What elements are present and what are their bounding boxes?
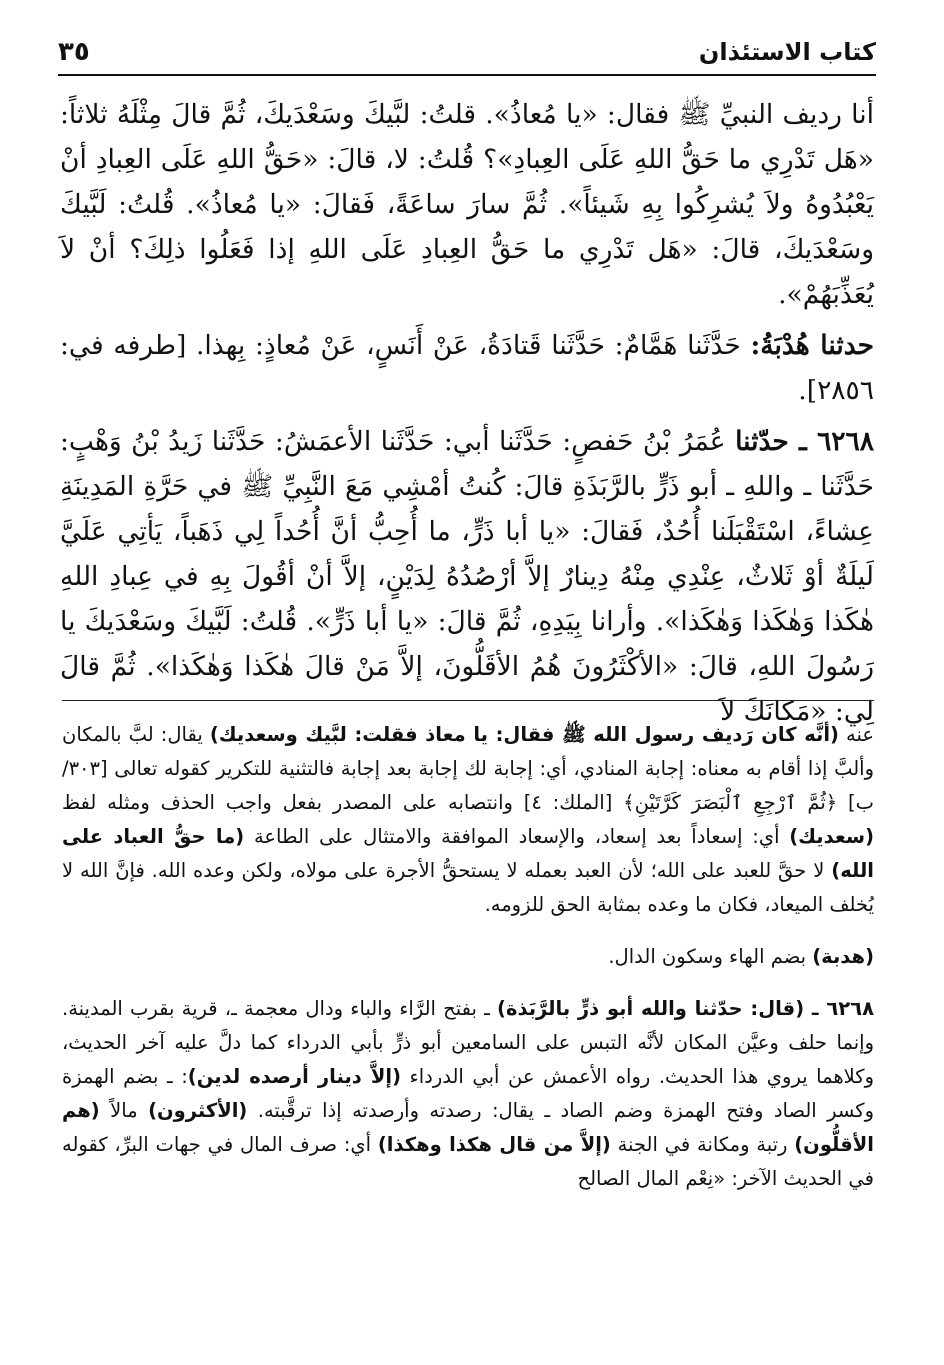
narration-lead: حدثنا هُدْبَةُ: xyxy=(750,330,874,361)
hadith-paragraph-1 xyxy=(60,92,874,317)
note-1 xyxy=(62,718,874,922)
note-text: عنه xyxy=(838,723,874,746)
note-text: ـ بفتح الرَّاء والباء ودال معجمة ـ، قرية بقرب المدينة. وإنما حلف وعيَّن المكان لأنَّه التبس على السامعين أبو ذرٍّ بأبي الدرداء كما دلَّ عليه آخر الحديث، وكلاهما يروي هذا الحديث. رواه الأعمش عن أبي الدرداء xyxy=(62,997,875,1088)
note-quote: (إلاَّ من قال هكذا وهكذا) xyxy=(377,1133,611,1156)
note-text: بضم الهاء وسكون الدال. xyxy=(608,945,813,968)
note-quote: (هدبة) xyxy=(812,945,874,968)
note-2 xyxy=(62,940,874,974)
book-title: كتاب الاستئذان xyxy=(698,38,876,66)
note-quote: (إلاَّ دينار أرصده لدين) xyxy=(187,1065,402,1088)
footnote-divider xyxy=(62,700,874,701)
note-text: رتبة ومكانة في الجنة xyxy=(610,1133,795,1156)
note-text: أي: صرف المال في جهات البرِّ، كقوله في الحديث الآخر: «نِعْم المال الصالح xyxy=(62,1133,874,1190)
note-3 xyxy=(62,992,874,1196)
paragraph-text: أنا رديف النبيِّ ﷺ فقال: «يا مُعاذُ». قلتُ: لبَّيكَ وسَعْدَيكَ، ثُمَّ قالَ مِثْلَهُ ثلاثاً: «هَل تَدْرِي ما حَقُّ اللهِ عَلَى العِبادِ»؟ قُلتُ: لا، قالَ: «حَقُّ اللهِ عَلَى العِبادِ أنْ يَعْبُدُوهُ ولاَ يُشرِكُوا بِهِ شَيئاً». ثُمَّ سارَ ساعَةً، فَقالَ: «يا مُعاذُ». قُلتُ: لَبَّيكَ وسَعْدَيكَ، قالَ: «هَل تَدْرِي ما حَقُّ العِبادِ عَلَى اللهِ إذا فَعَلُوا ذلِكَ؟ أنْ لاَ يُعَذِّبَهُمْ». xyxy=(60,99,874,310)
note-quote: (أنَّه كان رَديف رسول الله ﷺ فقال: يا معاذ فقلت: لبَّيك وسعديك) xyxy=(209,723,839,746)
note-number: ٦٢٦٨ ـ xyxy=(804,997,874,1020)
note-text: مالاً xyxy=(99,1099,149,1122)
paragraph-text: عُمَرُ بْنُ حَفصٍ: حَدَّثَنا أبي: حَدَّثَنا الأعمَشُ: حَدَّثَنا زَيدُ بْنُ وَهْبٍ: حَدَّثَنا ـ واللهِ ـ أبو ذَرٍّ بالرَّبَذَةِ قالَ: كُنتُ أمْشِي مَعَ النَّبِيِّ ﷺ في حَرَّةِ المَدِينَةِ عِشاءً، اسْتَقْبَلَنا أُحُدٌ، فَقالَ: «يا أبا ذَرٍّ، ما أُحِبُّ أنَّ أُحُداً لِي ذَهَباً، يَأتِي عَلَيَّ لَيلَةٌ أوْ ثَلاثٌ، عِنْدِي مِنْهُ دِينارٌ إلاَّ أرْصُدُهُ لِدَيْنٍ، إلاَّ أنْ أقُولَ بِهِ في عِبادِ اللهِ هٰكَذا وَهٰكَذا وَهٰكَذا». وأرانا بِيَدِهِ، ثُمَّ قالَ: «يا أبا ذَرٍّ». قُلتُ: لَبَّيكَ وسَعْدَيكَ يا رَسُولَ اللهِ، قالَ: «الأكْثَرُونَ هُمُ الأقَلُّونَ، إلاَّ مَنْ قالَ هٰكَذا وَهٰكَذا». ثُمَّ قالَ لِي: «مَكانَكَ لاَ xyxy=(60,426,874,727)
note-quote: (هم الأقلُّون) xyxy=(62,1099,874,1156)
hadith-text xyxy=(60,92,874,740)
note-quote: (الأكثرون) xyxy=(148,1099,248,1122)
note-quote: (سعديك) xyxy=(789,825,874,848)
note-text: : ـ بضم الهمزة وكسر الصاد وفتح الهمزة وضم الصاد ـ يقال: رصدته وأرصدته إذا ترقَّبته. xyxy=(62,1065,875,1122)
page-number: ٣٥ xyxy=(58,37,90,67)
note-text: أي: إسعاداً بعد إسعاد، والإسعاد الموافقة والامتثال على الطاعة xyxy=(244,825,790,848)
hadith-paragraph-2 xyxy=(60,323,874,413)
note-text: يقال: لبَّ بالمكان وألبَّ إذا أقام به معناه: إجابة المنادي، أي: إجابة لك إجابة بعد إجابة فالتثنية للتكرير كقوله تعالى [٣٠٣/ب] ﴿ثُمَّ ٱرْجِعِ ٱلْبَصَرَ كَرَّتَيْنِ﴾ [الملك: ٤] وانتصابه على المصدر بفعل واجب الحذف ومثله لفظ xyxy=(62,723,874,814)
note-quote: (ما حقُّ العباد على الله) xyxy=(62,825,874,882)
hadith-paragraph-3 xyxy=(60,419,874,734)
paragraph-text: حَدَّثَنا هَمَّامٌ: حَدَّثَنا قَتادَةُ، عَنْ أَنَسٍ، عَنْ مُعاذٍ: بِهذا. [طرفه في: ٢٨٥٦]. xyxy=(60,330,874,406)
hadith-number-lead: ٦٢٦٨ ـ حدّثنا xyxy=(735,426,875,457)
page-header xyxy=(58,30,876,76)
note-quote: (قال: حدّثنا والله أبو ذرٍّ بالرَّبَذة) xyxy=(497,997,805,1020)
commentary-notes xyxy=(62,718,874,1196)
note-text: لا حقَّ للعبد على الله؛ لأن العبد بعمله لا يستحقُّ الأجرة على مولاه، ولكن وعده الله. فإنَّ الله لا يُخلف الميعاد، فكان ما وعده بمثابة الحق للزومه. xyxy=(62,859,874,916)
